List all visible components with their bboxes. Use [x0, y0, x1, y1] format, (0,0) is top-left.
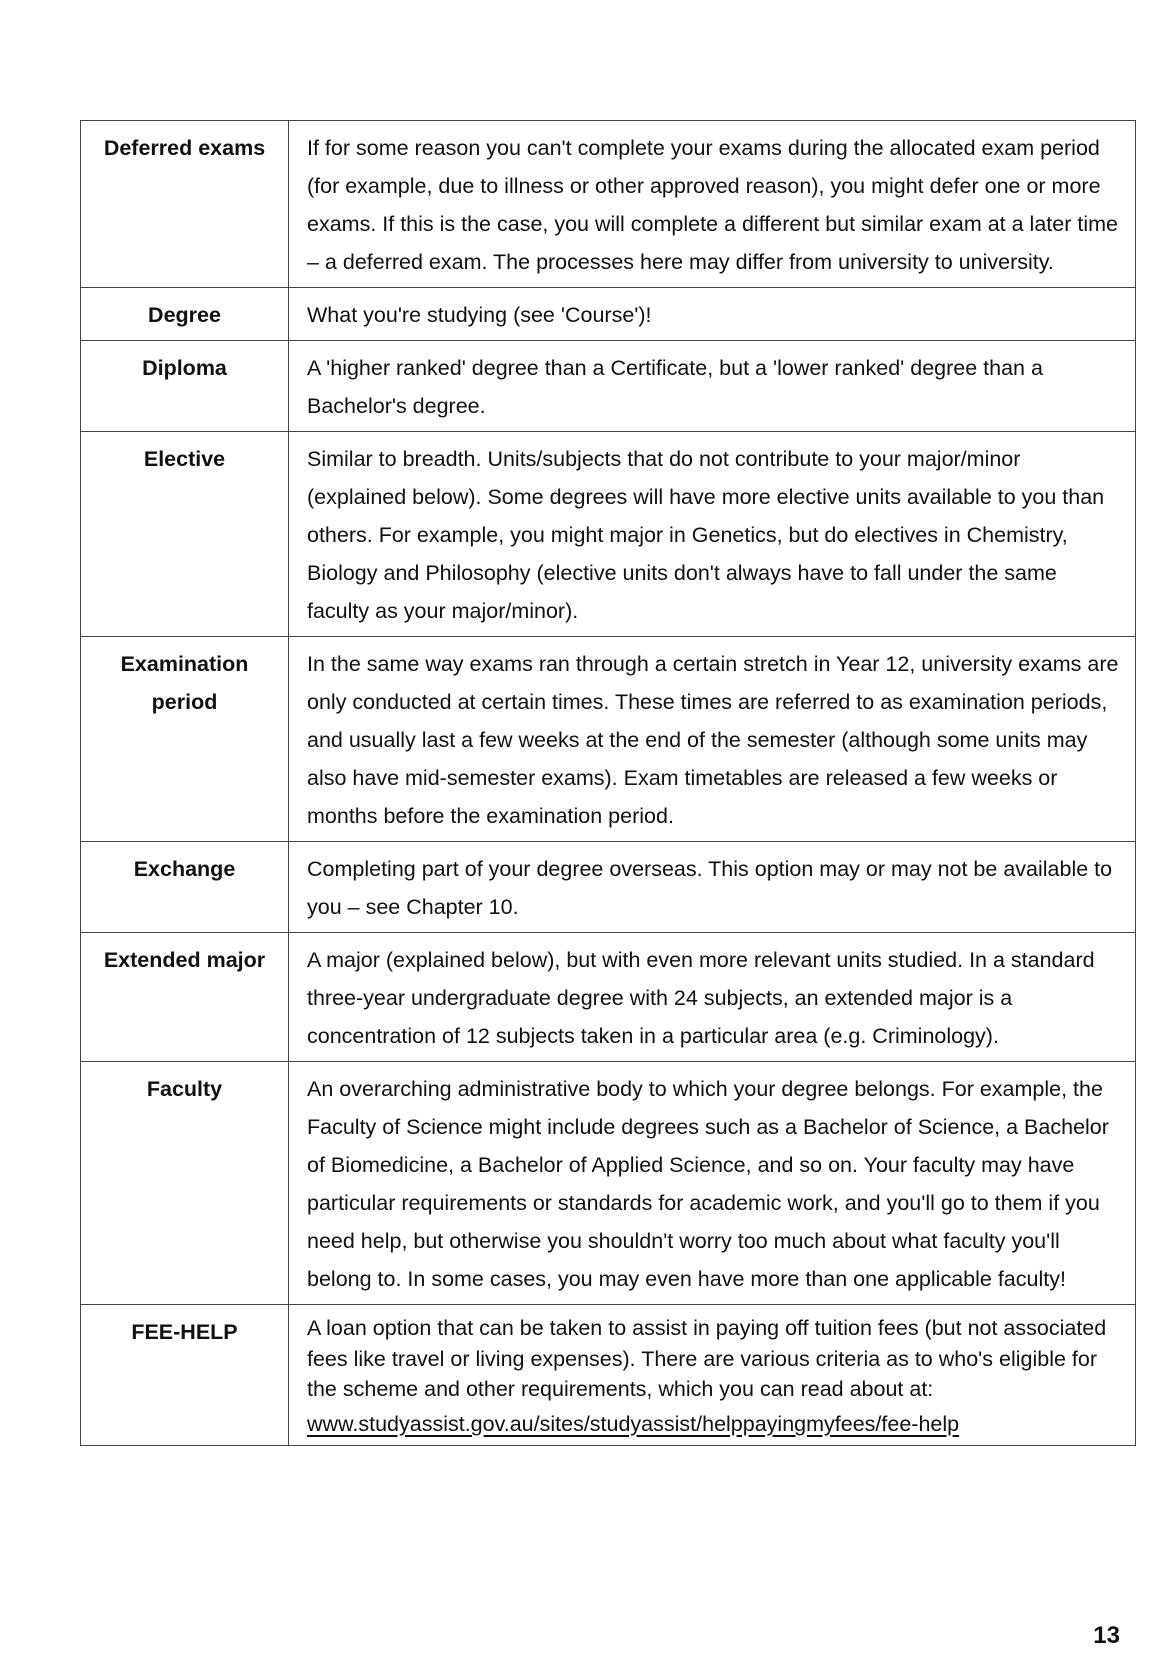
- glossary-definition: Similar to breadth. Units/subjects that do not contribute to your major/minor (explained below). Some degrees will have more elective units available to you than others. For example, you might major in Genetics, but do electives in Chemistry, Biology and Philosophy (elective units don't always have to fall under the same faculty as your major/minor).: [289, 432, 1136, 637]
- glossary-term: [81, 842, 289, 933]
- term-text: Diploma: [142, 356, 227, 380]
- glossary-definition: What you're studying (see 'Course')!: [289, 288, 1136, 341]
- glossary-definition: [289, 1305, 1136, 1446]
- glossary-row-diploma: [81, 341, 1136, 432]
- glossary-term: [81, 341, 289, 432]
- glossary-row-elective: [81, 432, 1136, 637]
- fee-help-link[interactable]: www.studyassist.gov.au/sites/studyassist/helppayingmyfees/fee-help: [307, 1411, 960, 1436]
- term-text: Deferred exams: [103, 136, 266, 160]
- glossary-row-exchange: [81, 842, 1136, 933]
- term-text: Examination period: [120, 652, 249, 714]
- glossary-term: [81, 1305, 289, 1446]
- glossary-term: [81, 288, 289, 341]
- glossary-definition: A 'higher ranked' degree than a Certificate, but a 'lower ranked' degree than a Bachelor's degree.: [289, 341, 1136, 432]
- glossary-term: [81, 637, 289, 842]
- term-text: Elective: [143, 447, 226, 471]
- glossary-term: [81, 121, 289, 288]
- glossary-definition: Completing part of your degree overseas. This option may or may not be available to you – see Chapter 10.: [289, 842, 1136, 933]
- glossary-row-degree: [81, 288, 1136, 341]
- page-number: 13: [1093, 1622, 1120, 1649]
- term-text: Exchange: [133, 857, 236, 881]
- glossary-definition: A major (explained below), but with even more relevant units studied. In a standard three-year undergraduate degree with 24 subjects, an extended major is a concentration of 12 subjects taken in a particular area (e.g. Criminology).: [289, 933, 1136, 1062]
- glossary-definition: If for some reason you can't complete your exams during the allocated exam period (for example, due to illness or other approved reason), you might defer one or more exams. If this is the case, you will complete a different but similar exam at a later time – a deferred exam. The processes here may differ from university to university.: [289, 121, 1136, 288]
- glossary-row-extended-major: [81, 933, 1136, 1062]
- term-text: FEE-HELP: [131, 1320, 238, 1344]
- term-text: Degree: [148, 303, 221, 327]
- glossary-row-deferred-exams: [81, 121, 1136, 288]
- term-text: Faculty: [146, 1077, 223, 1101]
- glossary-term: [81, 1062, 289, 1305]
- glossary-row-examination-period: [81, 637, 1136, 842]
- glossary-row-faculty: [81, 1062, 1136, 1305]
- glossary-definition: In the same way exams ran through a certain stretch in Year 12, university exams are only conducted at certain times. These times are referred to as examination periods, and usually last a few weeks at the end of the semester (although some units may also have mid-semester exams). Exam timetables are released a few weeks or months before the examination period.: [289, 637, 1136, 842]
- glossary-term: [81, 933, 289, 1062]
- glossary-row-fee-help: [81, 1305, 1136, 1446]
- term-text: Extended major: [103, 948, 266, 972]
- glossary-definition: An overarching administrative body to which your degree belongs. For example, the Faculty of Science might include degrees such as a Bachelor of Science, a Bachelor of Biomedicine, a Bachelor of Applied Science, and so on. Your faculty may have particular requirements or standards for academic work, and you'll go to them if you need help, but otherwise you shouldn't worry too much about what faculty you'll belong to. In some cases, you may even have more than one applicable faculty!: [289, 1062, 1136, 1305]
- definition-text: A loan option that can be taken to assist in paying off tuition fees (but not associated fees like travel or living expenses). There are various criteria as to who's eligible for the scheme and other requirements, which you can read about at:: [307, 1316, 1107, 1401]
- glossary-term: [81, 432, 289, 637]
- glossary-table: [80, 120, 1136, 1446]
